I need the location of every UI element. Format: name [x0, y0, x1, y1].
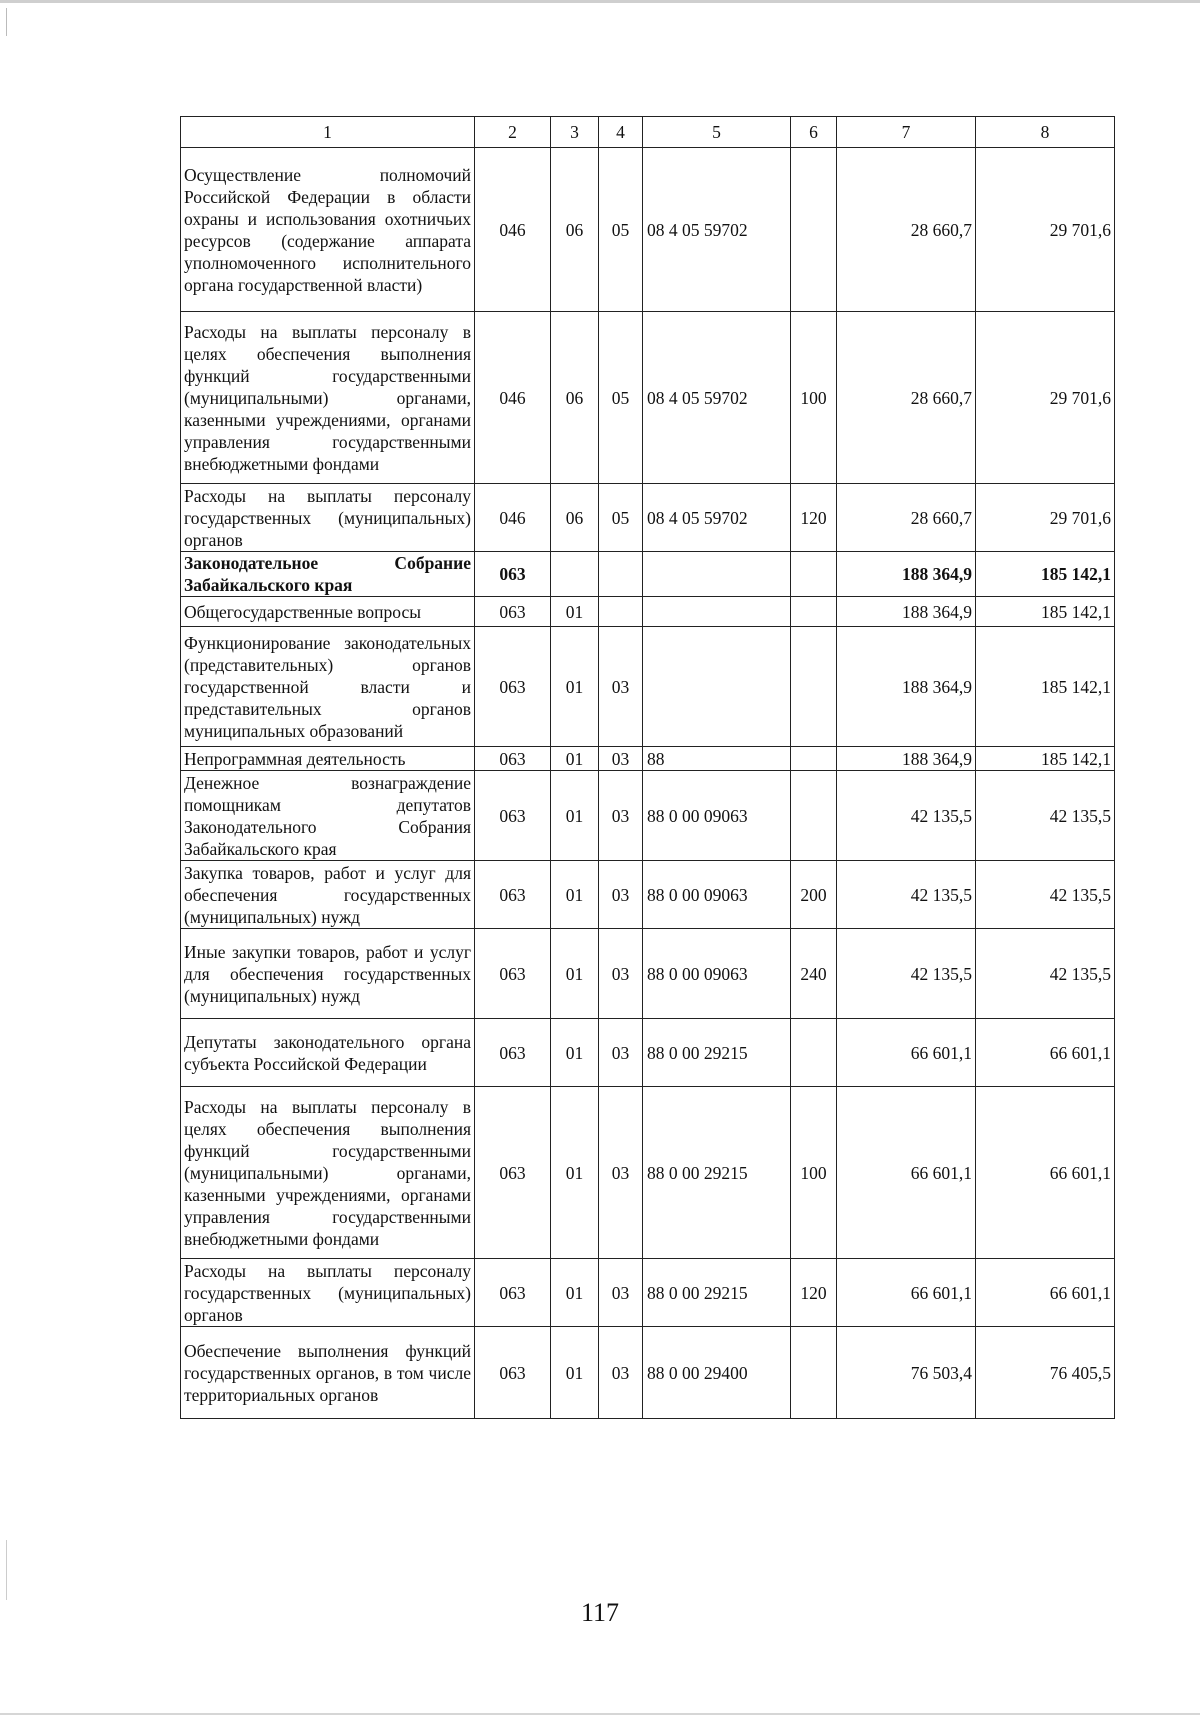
table-row [181, 597, 1115, 627]
expense-type-cell: 100 [791, 1087, 837, 1259]
section-cell: 01 [551, 929, 599, 1019]
header-cell: 8 [976, 117, 1115, 148]
target-article-cell: 88 0 00 09063 [643, 929, 791, 1019]
admin-code-cell: 063 [475, 861, 551, 929]
section-cell: 01 [551, 1259, 599, 1327]
subsection-cell: 03 [599, 1019, 643, 1087]
target-article-cell: 88 0 00 29215 [643, 1019, 791, 1087]
admin-code-cell: 063 [475, 1019, 551, 1087]
header-cell: 3 [551, 117, 599, 148]
amount-year2-cell: 29 701,6 [976, 484, 1115, 552]
amount-year1-cell: 188 364,9 [837, 627, 976, 747]
row-name-cell: Законодательное Собрание Забайкальского края [181, 552, 475, 597]
amount-year1-cell: 188 364,9 [837, 597, 976, 627]
scan-edge-bottom [0, 1713, 1200, 1715]
section-cell: 01 [551, 627, 599, 747]
expense-type-cell [791, 148, 837, 312]
header-cell: 2 [475, 117, 551, 148]
subsection-cell: 03 [599, 861, 643, 929]
amount-year1-cell: 188 364,9 [837, 747, 976, 771]
amount-year1-cell: 188 364,9 [837, 552, 976, 597]
target-article-cell: 88 0 00 09063 [643, 861, 791, 929]
target-article-cell: 88 0 00 29400 [643, 1327, 791, 1419]
table-row [181, 771, 1115, 861]
target-article-cell: 08 4 05 59702 [643, 484, 791, 552]
amount-year2-cell: 185 142,1 [976, 627, 1115, 747]
admin-code-cell: 063 [475, 1327, 551, 1419]
subsection-cell: 03 [599, 929, 643, 1019]
expense-type-cell: 200 [791, 861, 837, 929]
section-cell: 01 [551, 597, 599, 627]
row-name-cell: Осуществление полномочий Российской Федерации в области охраны и использования охотничьих ресурсов (содержание аппарата уполномоченного исполнительного органа государственной власти) [181, 148, 475, 312]
subsection-cell: 03 [599, 771, 643, 861]
admin-code-cell: 046 [475, 312, 551, 484]
table-row [181, 861, 1115, 929]
subsection-cell: 05 [599, 312, 643, 484]
header-cell: 5 [643, 117, 791, 148]
section-cell [551, 552, 599, 597]
amount-year2-cell: 66 601,1 [976, 1087, 1115, 1259]
row-name-cell: Расходы на выплаты персоналу государственных (муниципальных) органов [181, 484, 475, 552]
table-header-row [181, 117, 1115, 148]
row-name-cell: Закупка товаров, работ и услуг для обеспечения государственных (муниципальных) нужд [181, 861, 475, 929]
page-number: 117 [580, 1598, 620, 1627]
section-cell: 01 [551, 861, 599, 929]
amount-year1-cell: 76 503,4 [837, 1327, 976, 1419]
table-row [181, 484, 1115, 552]
amount-year1-cell: 66 601,1 [837, 1087, 976, 1259]
subsection-cell: 05 [599, 484, 643, 552]
admin-code-cell: 046 [475, 484, 551, 552]
amount-year1-cell: 42 135,5 [837, 929, 976, 1019]
amount-year1-cell: 42 135,5 [837, 861, 976, 929]
section-cell: 06 [551, 312, 599, 484]
table-row [181, 929, 1115, 1019]
amount-year2-cell: 42 135,5 [976, 929, 1115, 1019]
target-article-cell [643, 552, 791, 597]
amount-year2-cell: 42 135,5 [976, 771, 1115, 861]
row-name-cell: Расходы на выплаты персоналу в целях обеспечения выполнения функций государственными (муниципальными) органами, казенными учреждениями, органами управления государственными внебюджетными фондами [181, 1087, 475, 1259]
amount-year2-cell: 185 142,1 [976, 552, 1115, 597]
admin-code-cell: 063 [475, 597, 551, 627]
expense-type-cell [791, 771, 837, 861]
subsection-cell: 03 [599, 1087, 643, 1259]
amount-year2-cell: 29 701,6 [976, 312, 1115, 484]
row-name-cell: Общегосударственные вопросы [181, 597, 475, 627]
expense-type-cell [791, 597, 837, 627]
table-row [181, 627, 1115, 747]
amount-year1-cell: 66 601,1 [837, 1259, 976, 1327]
admin-code-cell: 063 [475, 552, 551, 597]
table-row [181, 1259, 1115, 1327]
amount-year2-cell: 66 601,1 [976, 1019, 1115, 1087]
target-article-cell: 08 4 05 59702 [643, 148, 791, 312]
scan-edge-top [0, 0, 1200, 3]
header-cell: 6 [791, 117, 837, 148]
subsection-cell [599, 552, 643, 597]
row-name-cell: Обеспечение выполнения функций государственных органов, в том числе территориальных органов [181, 1327, 475, 1419]
header-cell: 7 [837, 117, 976, 148]
expense-type-cell [791, 747, 837, 771]
expense-type-cell [791, 1019, 837, 1087]
amount-year2-cell: 76 405,5 [976, 1327, 1115, 1419]
row-name-cell: Иные закупки товаров, работ и услуг для обеспечения государственных (муниципальных) нужд [181, 929, 475, 1019]
amount-year2-cell: 29 701,6 [976, 148, 1115, 312]
admin-code-cell: 063 [475, 627, 551, 747]
target-article-cell [643, 597, 791, 627]
expense-type-cell: 120 [791, 484, 837, 552]
amount-year2-cell: 66 601,1 [976, 1259, 1115, 1327]
table-row [181, 552, 1115, 597]
table-row [181, 1019, 1115, 1087]
amount-year2-cell: 42 135,5 [976, 861, 1115, 929]
target-article-cell: 88 0 00 29215 [643, 1087, 791, 1259]
table-row [181, 747, 1115, 771]
admin-code-cell: 063 [475, 771, 551, 861]
expense-type-cell: 120 [791, 1259, 837, 1327]
table-row [181, 148, 1115, 312]
scan-mark-left [6, 8, 7, 36]
admin-code-cell: 063 [475, 1087, 551, 1259]
section-cell: 06 [551, 484, 599, 552]
expense-type-cell [791, 552, 837, 597]
expense-type-cell: 240 [791, 929, 837, 1019]
subsection-cell: 05 [599, 148, 643, 312]
subsection-cell: 03 [599, 1327, 643, 1419]
amount-year2-cell: 185 142,1 [976, 597, 1115, 627]
subsection-cell [599, 597, 643, 627]
amount-year1-cell: 28 660,7 [837, 312, 976, 484]
expense-type-cell [791, 1327, 837, 1419]
amount-year2-cell: 185 142,1 [976, 747, 1115, 771]
header-cell: 4 [599, 117, 643, 148]
admin-code-cell: 063 [475, 929, 551, 1019]
section-cell: 06 [551, 148, 599, 312]
row-name-cell: Функционирование законодательных (представительных) органов государственной власти и представительных органов муниципальных образований [181, 627, 475, 747]
target-article-cell [643, 627, 791, 747]
target-article-cell: 08 4 05 59702 [643, 312, 791, 484]
admin-code-cell: 063 [475, 747, 551, 771]
section-cell: 01 [551, 1327, 599, 1419]
amount-year1-cell: 28 660,7 [837, 148, 976, 312]
section-cell: 01 [551, 1087, 599, 1259]
section-cell: 01 [551, 771, 599, 861]
amount-year1-cell: 42 135,5 [837, 771, 976, 861]
header-cell: 1 [181, 117, 475, 148]
budget-table [180, 116, 1115, 1419]
row-name-cell: Непрограммная деятельность [181, 747, 475, 771]
row-name-cell: Депутаты законодательного органа субъекта Российской Федерации [181, 1019, 475, 1087]
admin-code-cell: 063 [475, 1259, 551, 1327]
row-name-cell: Денежное вознаграждение помощникам депутатов Законодательного Собрания Забайкальского края [181, 771, 475, 861]
table-row [181, 312, 1115, 484]
scan-mark-left-lower [6, 1540, 7, 1600]
row-name-cell: Расходы на выплаты персоналу в целях обеспечения выполнения функций государственными (муниципальными) органами, казенными учреждениями, органами управления государственными внебюджетными фондами [181, 312, 475, 484]
amount-year1-cell: 66 601,1 [837, 1019, 976, 1087]
section-cell: 01 [551, 747, 599, 771]
subsection-cell: 03 [599, 1259, 643, 1327]
section-cell: 01 [551, 1019, 599, 1087]
amount-year1-cell: 28 660,7 [837, 484, 976, 552]
row-name-cell: Расходы на выплаты персоналу государственных (муниципальных) органов [181, 1259, 475, 1327]
admin-code-cell: 046 [475, 148, 551, 312]
table-row [181, 1327, 1115, 1419]
subsection-cell: 03 [599, 627, 643, 747]
target-article-cell: 88 0 00 29215 [643, 1259, 791, 1327]
expense-type-cell: 100 [791, 312, 837, 484]
target-article-cell: 88 0 00 09063 [643, 771, 791, 861]
expense-type-cell [791, 627, 837, 747]
table-row [181, 1087, 1115, 1259]
target-article-cell: 88 [643, 747, 791, 771]
subsection-cell: 03 [599, 747, 643, 771]
